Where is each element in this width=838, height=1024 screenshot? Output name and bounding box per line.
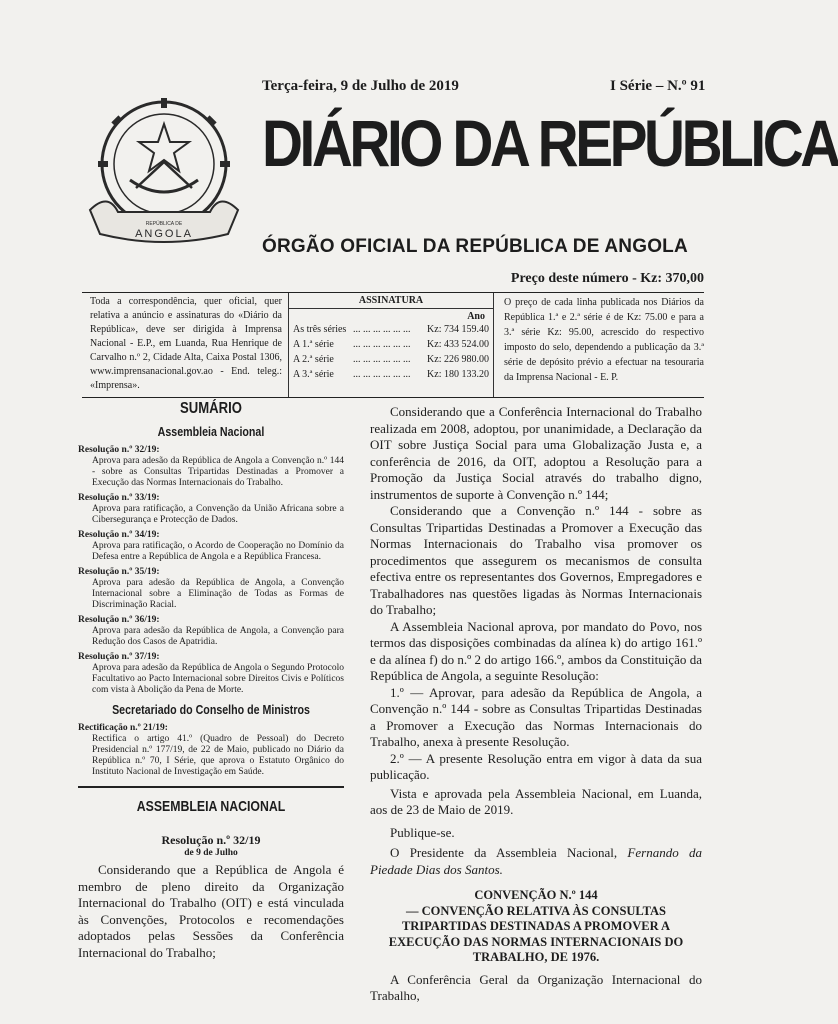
subscription-name: As três séries <box>293 324 347 335</box>
subscription-table <box>288 293 494 397</box>
section-divider <box>78 786 344 788</box>
summary-item-label: Resolução n.º 36/19: <box>78 615 160 625</box>
summary-item-label: Resolução n.º 37/19: <box>78 652 160 662</box>
issue-date: Terça-feira, 9 de Julho de 2019 <box>262 78 459 94</box>
summary-item <box>78 615 344 648</box>
summary-item-text: Aprova para adesão da República de Angola, a Convenção para Redução dos Casos de Apatridia. <box>92 626 344 647</box>
summary-item-label: Resolução n.º 32/19: <box>78 445 160 455</box>
body-paragraph: Considerando que a Convenção n.º 144 - sobre as Consultas Tripartidas Destinadas a Promover a Execução das Normas Internacionais do Trabalho visa promover os procedimentos que assegurem os mecanismos de consulta efectiva entre os representantes dos Governos, Empregadores e Trabalhadores nas questões ligadas às Normas Internacionais do Trabalho; <box>370 503 702 617</box>
subscription-dots: ... ... ... ... ... ... <box>353 339 411 350</box>
summary-title: SUMÁRIO <box>180 400 242 417</box>
body-paragraph: Vista e aprovada pela Assembleia Nacional, em Luanda, aos de 23 de Maio de 2019. <box>370 785 702 817</box>
summary-item <box>78 567 344 611</box>
subscription-dots: ... ... ... ... ... ... <box>353 354 411 365</box>
summary-item <box>78 445 344 489</box>
correspondence-note: Toda a correspondência, quer oficial, quer relativa a anúncio e assinaturas do «Diário da República», deve ser dirigida à Imprensa Nacional - E.P., em Luanda, Rua Henrique de Carvalho n.º 2, Cidade Alta, Caixa Postal 1306, www.imprensanacional.gov.ao - End. teleg.: «Imprensa». <box>90 296 282 391</box>
body-paragraph: A Assembleia Nacional aprova, por mandato do Povo, nos termos das disposições combinadas da alínea k) do artigo 161.º e da alínea f) do n.º 2 do artigo 166.º, ambos da Constituição da República de Angola, a seguinte Resolução: <box>370 618 702 683</box>
summary-item <box>78 652 344 696</box>
summary-item <box>78 530 344 563</box>
summary-item-text: Rectifica o artigo 41.º (Quadro de Pessoal) do Decreto Presidencial n.º 177/19, de 22 de Maio, publicado no Diário da República n.º 70, I Série, que aprova o Estatuto Orgânico do Instituto Nacional de Investigação em Saúde. <box>92 734 344 777</box>
subscription-name: A 1.ª série <box>293 339 334 350</box>
summary-item <box>78 723 344 778</box>
subscription-row <box>289 352 493 367</box>
convention-intro: A Conferência Geral da Organização Internacional do Trabalho, <box>370 971 702 1003</box>
price-note: O preço de cada linha publicada nos Diários da República 1.ª e 2.ª série é de Kz: 75.00 e para a 3.ª série Kz: 95.00, acrescido do respectivo imposto do selo, dependendo a publicação da 3.ª série de depósito prévio a efectuar na tesouraria da Imprensa Nacional - E. P. <box>504 297 704 383</box>
summary-item-label: Resolução n.º 33/19: <box>78 493 160 503</box>
right-column <box>370 404 702 1005</box>
summary-item-text: Aprova para ratificação, a Convenção da União Africana sobre a Cibersegurança e Protecção de Dados. <box>92 504 344 525</box>
resolution-title: Resolução n.º 32/19 <box>161 833 261 847</box>
summary-item-text: Aprova para adesão da República de Angola a Convenção n.º 144 - sobre as Consultas Tripartidas Destinadas a Promover a Execução das Normas Internacionais do Trabalho. <box>92 456 344 488</box>
emblem-text: ANGOLA <box>135 228 193 240</box>
summary-section-assembly: Assembleia Nacional <box>157 424 265 439</box>
subscription-title: ASSINATURA <box>289 293 493 309</box>
summary-item-label: Resolução n.º 34/19: <box>78 530 160 540</box>
body-paragraph: Considerando que a Conferência Internacional do Trabalho realizada em 2008, adoptou, por unanimidade, a Declaração da OIT sobre Justiça Social para uma Globalização Justa e, a conferência de 2016, da OIT, adoptou a Resolução para a Promoção da Justiça Social através do trabalho digno, instrumentos de suporte à Convenção n.º 144; <box>370 404 702 502</box>
body-paragraph: 1.º — Aprovar, para adesão da República de Angola, a Convenção n.º 144 - sobre as Consultas Tripartidas Destinadas a Promover a Execução das Normas Internacionais do Trabalho, anexa à presente Resolução. <box>370 684 702 749</box>
summary-item-text: Aprova para ratificação, o Acordo de Cooperação no Domínio da Defesa entre a República de Angola e a República Francesa. <box>92 541 344 562</box>
subscription-row <box>289 322 493 337</box>
summary-item-label: Rectificação n.º 21/19: <box>78 723 168 733</box>
signature-name: Fernando da Piedade Dias dos Santos. <box>370 845 702 877</box>
subscription-value: Kz: 433 524.00 <box>427 339 489 350</box>
summary-item-text: Aprova para adesão da República de Angola o Segundo Protocolo Facultativo ao Pacto Internacional sobre Direitos Civis e Políticos com vista à Abolição da Pena de Morte. <box>92 663 344 695</box>
masthead-title: DIÁRIO DA REPÚBLICA <box>262 106 838 180</box>
body-paragraph: 2.º — A presente Resolução entra em vigor à data da sua publicação. <box>370 750 702 782</box>
assembly-heading: ASSEMBLEIA NACIONAL <box>136 798 286 815</box>
summary-item-text: Aprova para adesão da República de Angola, a Convenção Internacional sobre a Eliminação de Todas as Formas de Discriminação Racial. <box>92 578 344 610</box>
subscription-value: Kz: 180 133.20 <box>427 369 489 380</box>
subscription-row <box>289 337 493 352</box>
summary-item-label: Resolução n.º 35/19: <box>78 567 160 577</box>
issue-serie: I Série – N.º 91 <box>610 78 706 94</box>
emblem-text-top: REPÚBLICA DE <box>145 221 183 227</box>
subscription-dots: ... ... ... ... ... ... <box>353 369 411 380</box>
convention-title: CONVENÇÃO N.º 144 — CONVENÇÃO RELATIVA ÀS CONSULTAS TRIPARTIDAS DESTINADAS A PROMOVER A EXECUÇÃO DAS NORMAS INTERNACIONAIS DO TRABALHO, DE 1976. <box>388 888 684 964</box>
signature-prefix: O Presidente da Assembleia Nacional, <box>390 845 628 860</box>
summary-item <box>78 493 344 526</box>
issue-price: Preço deste número - Kz: 370,00 <box>510 271 704 286</box>
masthead-subtitle: ÓRGÃO OFICIAL DA REPÚBLICA DE ANGOLA <box>262 236 688 257</box>
signature <box>370 845 702 878</box>
body-paragraph: Publique-se. <box>390 824 455 840</box>
star-icon <box>139 124 189 171</box>
resolution-date: de 9 de Julho <box>184 848 238 858</box>
subscription-dots: ... ... ... ... ... ... <box>353 324 411 335</box>
summary-section-council: Secretariado do Conselho de Ministros <box>112 702 310 717</box>
subscription-value: Kz: 226 980.00 <box>427 354 489 365</box>
angola-emblem <box>78 92 250 252</box>
subscription-value: Kz: 734 159.40 <box>427 324 489 335</box>
subscription-row <box>289 367 493 382</box>
resolution-intro: Considerando que a República de Angola é membro de pleno direito da Organização Internacional do Trabalho (OIT) e está vinculada às Convenções, Protocolos e recomendações adoptados pelas Sessões da Conferência Internacional do Trabalho; <box>78 862 344 960</box>
subscription-name: A 3.ª série <box>293 369 334 380</box>
subscription-name: A 2.ª série <box>293 354 334 365</box>
info-box <box>82 292 704 398</box>
left-column <box>78 400 344 961</box>
subscription-year-header: Ano <box>467 311 485 322</box>
